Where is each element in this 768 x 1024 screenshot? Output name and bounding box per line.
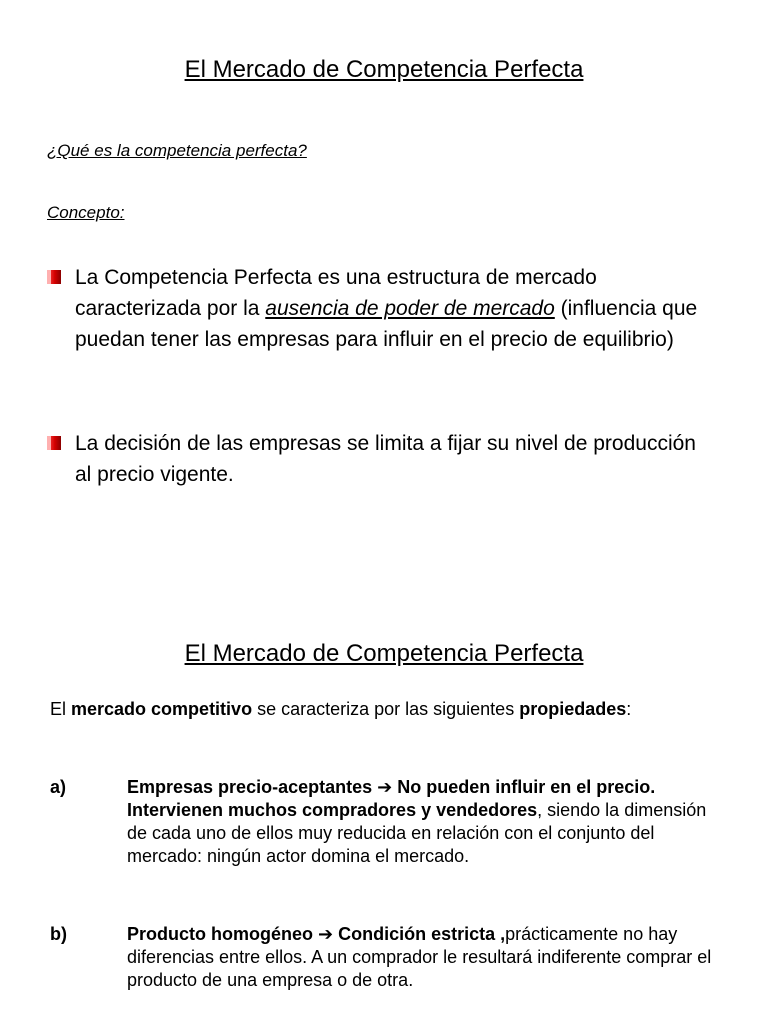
property-item bbox=[50, 776, 730, 868]
intro-mid: se caracteriza por las siguientes bbox=[252, 699, 520, 719]
arrow-right-icon: ➔ bbox=[377, 777, 393, 797]
property-item bbox=[50, 923, 730, 992]
concept-label: Concepto: bbox=[47, 203, 125, 222]
intro-pre: El bbox=[50, 699, 72, 719]
bullet-marker-icon bbox=[47, 436, 61, 450]
bullet-text: La decisión de las empresas se limita a fijar su nivel de producción al precio vigente. bbox=[75, 432, 696, 486]
item-letter: a) bbox=[50, 777, 67, 797]
emphasis-text: ausencia de poder de mercado bbox=[265, 297, 555, 320]
slide-title: El Mercado de Competencia Perfecta bbox=[184, 56, 584, 83]
arrow-right-icon: ➔ bbox=[318, 924, 334, 944]
bullet-item bbox=[47, 262, 717, 355]
item-bold-pre: Producto homogéneo bbox=[127, 924, 318, 944]
bullet-text-post: (influencia que puedan tener las empresas para influir en el precio de equilibrio) bbox=[75, 297, 698, 351]
slide-title: El Mercado de Competencia Perfecta bbox=[184, 640, 584, 667]
bullet-text bbox=[75, 262, 717, 355]
item-bold-pre: Empresas precio-aceptantes bbox=[127, 777, 378, 797]
item-letter: b) bbox=[50, 924, 67, 944]
item-normal-text: prácticamente no hay diferencias entre ellos. A un comprador le resultará indiferente comprar el producto de una empresa o de otra. bbox=[127, 924, 712, 990]
item-bold-post: No pueden influir en el precio. Intervienen muchos compradores y vendedores bbox=[127, 777, 656, 820]
bullet-text-pre: La Competencia Perfecta es una estructura de mercado caracterizada por la bbox=[75, 266, 597, 320]
item-normal-text: , siendo la dimensión de cada uno de ellos muy reducida en relación con el conjunto del mercado: ningún actor domina el mercado. bbox=[127, 800, 707, 866]
intro-bold-1: mercado competitivo bbox=[71, 699, 253, 719]
intro-paragraph bbox=[50, 698, 710, 721]
bullet-marker-icon bbox=[47, 270, 61, 284]
bullet-item bbox=[47, 428, 717, 490]
item-body bbox=[127, 923, 730, 992]
question-heading: ¿Qué es la competencia perfecta? bbox=[47, 141, 307, 160]
intro-post: : bbox=[626, 699, 632, 719]
intro-bold-2: propiedades bbox=[519, 699, 627, 719]
item-bold-post: Condición estricta , bbox=[333, 924, 506, 944]
item-body bbox=[127, 776, 730, 868]
